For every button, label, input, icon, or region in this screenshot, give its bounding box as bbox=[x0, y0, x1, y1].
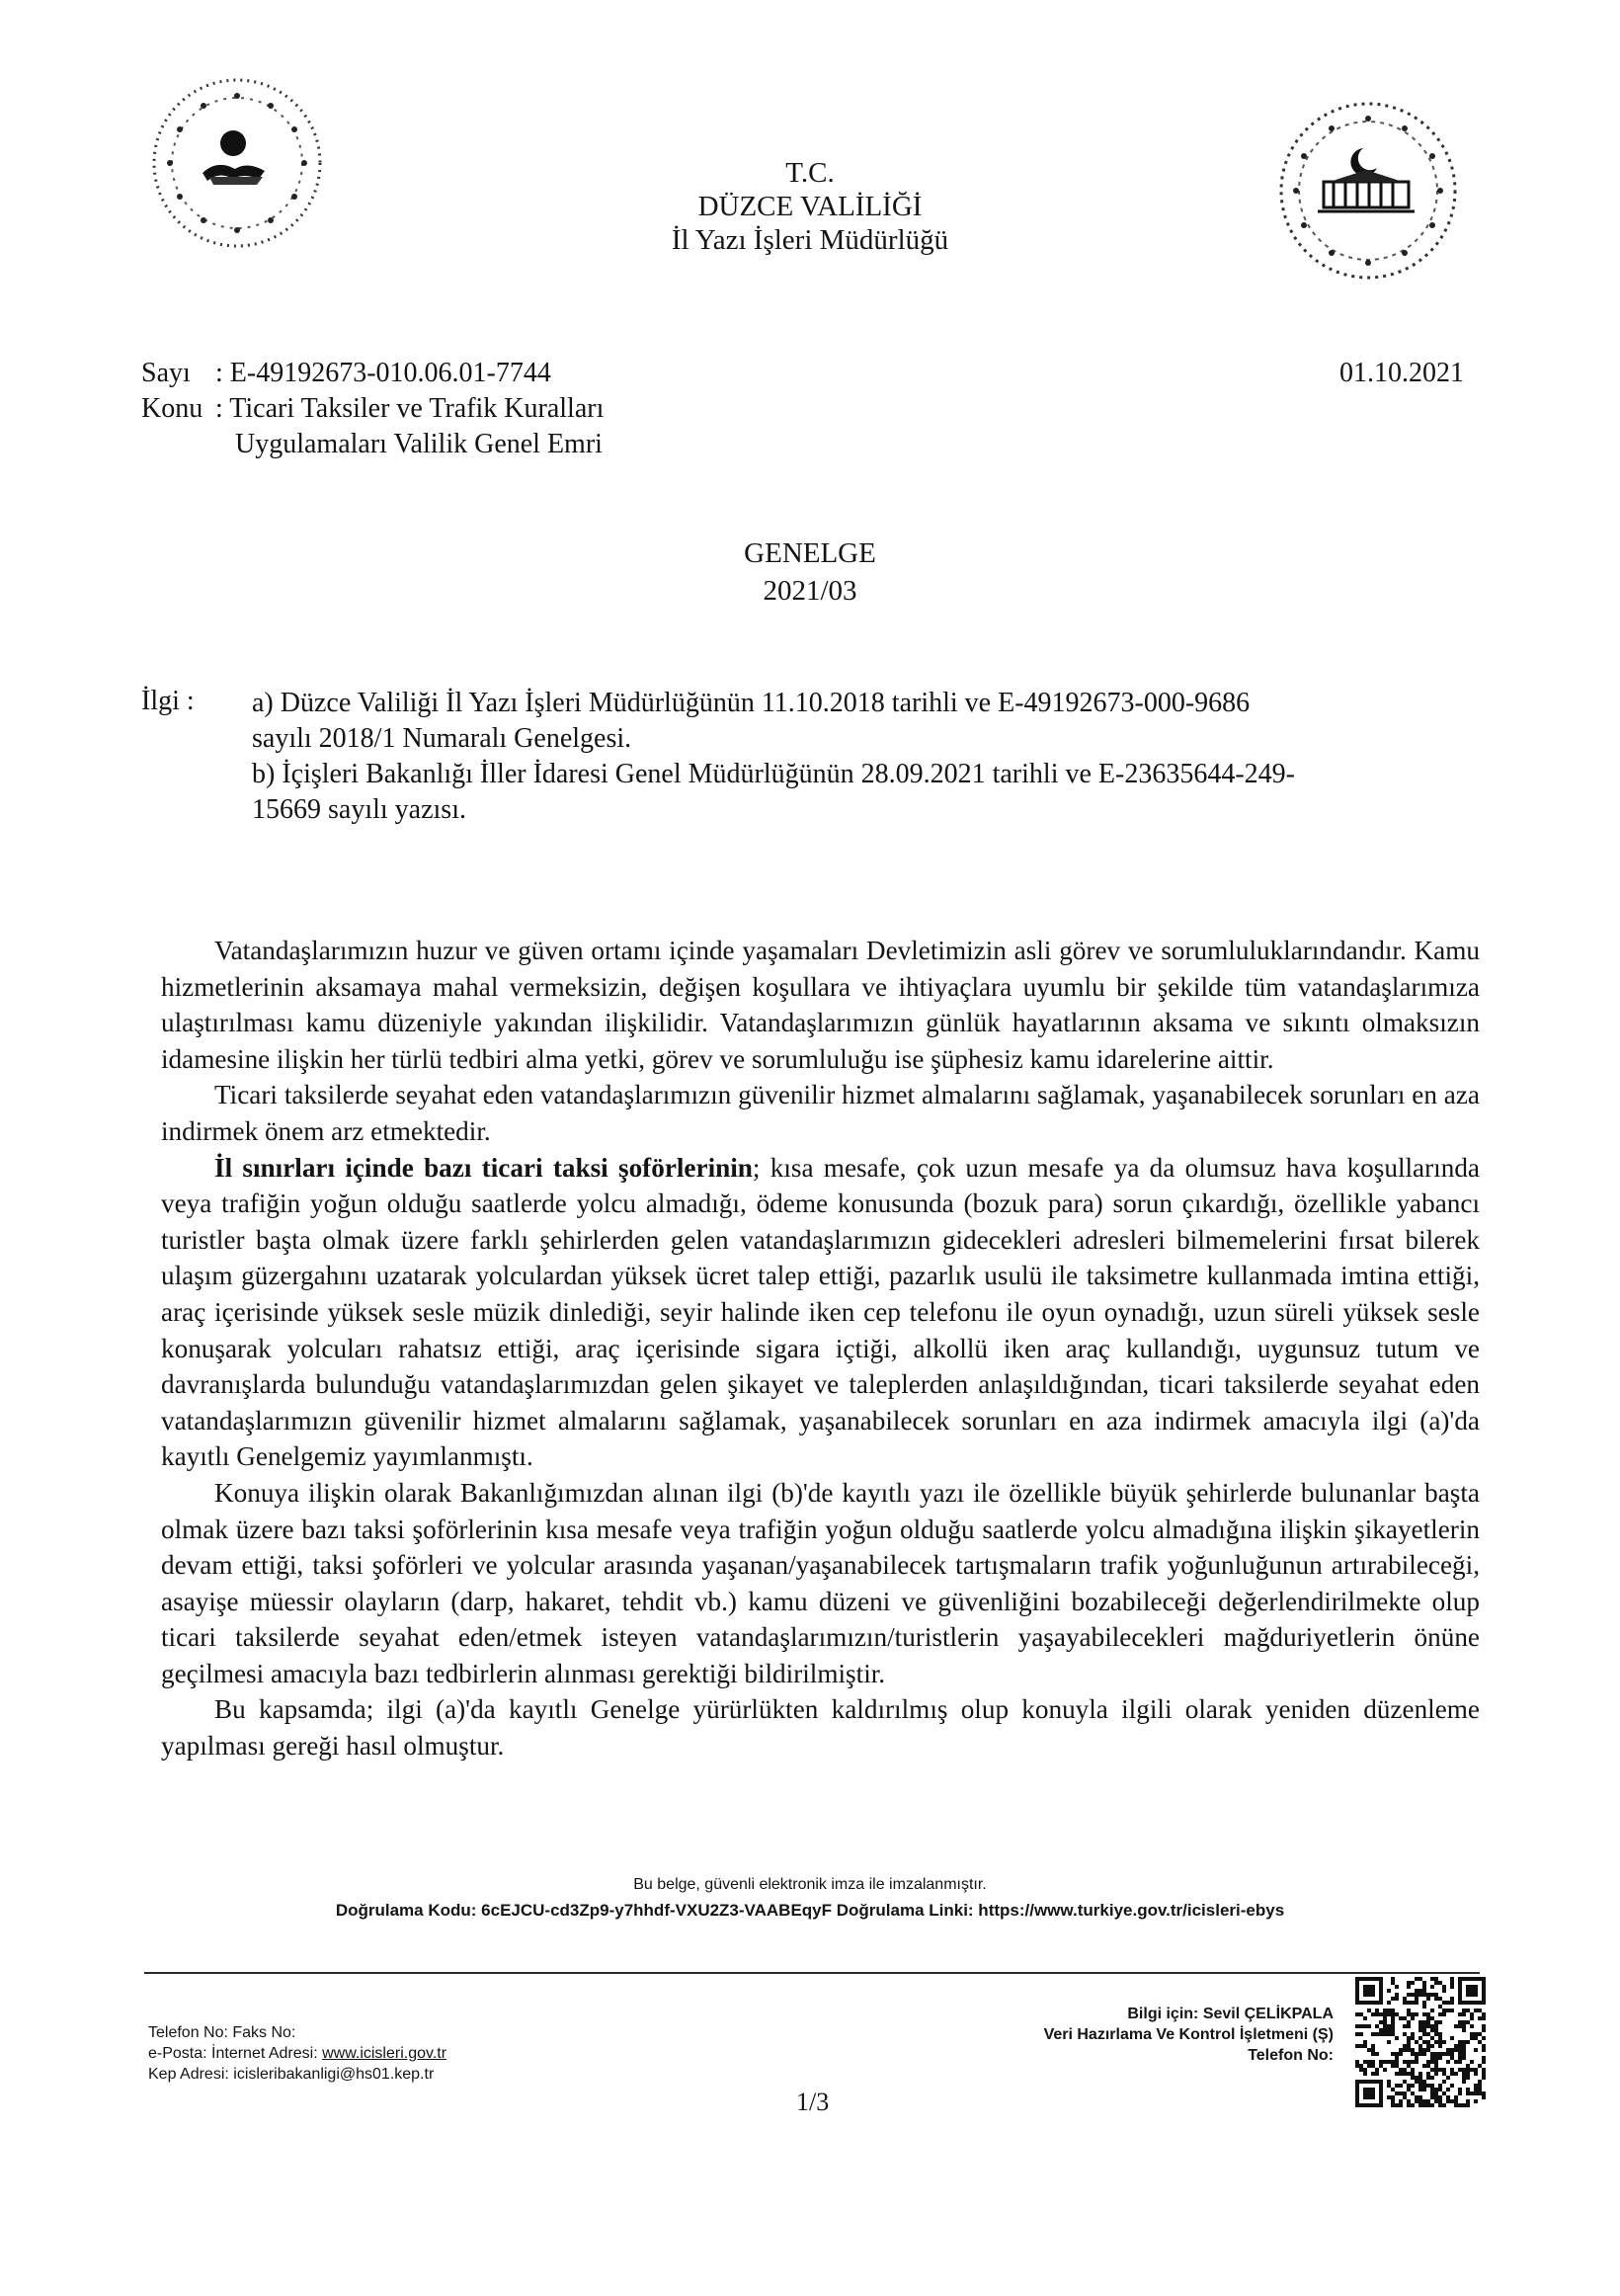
emphasis-text: İl sınırları içinde bazı ticari taksi şoförlerinin bbox=[214, 1152, 753, 1183]
ilgi-label: İlgi : bbox=[141, 686, 195, 716]
footer-email-label: e-Posta: İnternet Adresi: bbox=[148, 2045, 323, 2062]
ilgi-item-b: b) İçişleri Bakanlığı İller İdaresi Genel Müdürlüğünün 28.09.2021 tarihli ve E-23635644-249-15669 sayılı yazısı. bbox=[252, 759, 1295, 825]
info-contact-person: Bilgi için: Sevil ÇELİKPALA bbox=[1127, 2006, 1334, 2022]
website-link[interactable]: www.icisleri.gov.tr bbox=[322, 2045, 447, 2062]
document-date: 01.10.2021 bbox=[1339, 358, 1464, 388]
page-number: 1/3 bbox=[796, 2088, 830, 2116]
sayi-label: Sayı bbox=[141, 358, 191, 388]
body-paragraph-1: Vatandaşlarımızın huzur ve güven ortamı içinde yaşamaları Devletimizin asli görev ve sorumluluklarındandır. Kamu hizmetlerinin aksamaya mahal vermeksizin, değişen koşullara ve ihtiyaçlara uyumlu bir şekilde tüm vatandaşlarımıza ulaştırılması kamu düzeniyle yakından ilişkilidir. Vatandaşlarımızın günlük hayatlarının aksama ve sıkıntı olmaksızın idamesine ilişkin her türlü tedbiri alma yetki, görev ve sorumluluğu ise şüphesiz kamu idarelerine aittir. bbox=[161, 936, 1480, 1074]
verification-line: Doğrulama Kodu: 6cEJCU-cd3Zp9-y7hhdf-VXU2Z3-VAABEqyF Doğrulama Linki: https://www.turkiye.gov.tr/icisleri-ebys bbox=[335, 1901, 1285, 1920]
header-tc: T.C. bbox=[785, 157, 835, 189]
document-title: GENELGE bbox=[744, 537, 876, 569]
konu-value-cont: Uygulamaları Valilik Genel Emri bbox=[235, 429, 603, 459]
info-phone: Telefon No: bbox=[1248, 2047, 1334, 2064]
konu-value: : Ticari Taksiler ve Trafik Kuralları bbox=[215, 393, 605, 424]
ilgi-item-a: a) Düzce Valiliği İl Yazı İşleri Müdürlüğünün 11.10.2018 tarihli ve E-49192673-000-9686 sayılı 2018/1 Numaralı Genelgesi. bbox=[252, 688, 1251, 754]
sayi-value: : E-49192673-010.06.01-7744 bbox=[215, 358, 551, 388]
footer-divider bbox=[144, 1972, 1480, 1974]
header-institution: DÜZCE VALİLİĞİ bbox=[697, 191, 923, 222]
qr-code bbox=[1355, 1977, 1486, 2107]
footer-contact bbox=[148, 2022, 446, 2085]
footer-kep: Kep Adresi: icisleribakanligi@hs01.kep.tr bbox=[148, 2066, 435, 2083]
footer-info bbox=[968, 2004, 1334, 2066]
header-department: İl Yazı İşleri Müdürlüğü bbox=[671, 224, 949, 256]
konu-label: Konu bbox=[141, 393, 203, 424]
body-paragraph-5: Bu kapsamda; ilgi (a)'da kayıtlı Genelge yürürlükten kaldırılmış olup konuyla ilgili olarak yeniden düzenleme yapılması gereği hasıl olmuştur. bbox=[161, 1694, 1480, 1762]
body-paragraph-3-text: ; kısa mesafe, çok uzun mesafe ya da olumsuz hava koşullarında veya trafiğin yoğun olduğu saatlerde yolcu almadığı, ödeme konusunda (bozuk para) sorun çıkardığı, özellikle yabancı turistler başta olmak üzere farklı şehirlerden gelen vatandaşlarımızın gidecekleri adresleri bilmemelerini fırsat bilerek ulaşım güzergahını uzatarak yolculardan yüksek ücret talep ettiği, pazarlık usulü ile taksimetre kullanmada imtina ettiği, araç içerisinde yüksek sesle müzik dinlediği, seyir halinde iken cep telefonu ile oyun oynadığı, uzun süreli yüksek sesle konuşarak yolcuları rahatsız ettiği, araç içerisinde sigara içtiği, alkollü iken araç kullandığı, uygunsuz tutum ve davranışlarda bulunduğu vatandaşlarımızdan gelen şikayet ve taleplerden anlaşıldığından, ticari taksilerde seyahat eden vatandaşlarımızın güvenilir hizmet almalarını sağlamak, yaşanabilecek sorunları en aza indirmek amacıyla ilgi (a)'da kayıtlı Genelgemiz yayımlanmıştı. bbox=[161, 1152, 1480, 1472]
body-paragraph-4: Konuya ilişkin olarak Bakanlığımızdan alınan ilgi (b)'de kayıtlı yazı ile özellikle büyük şehirlerde bulunanlar başta olmak üzere bazı taksi şoförlerinin kısa mesafe veya trafiğin yoğun olduğu saatlerde yolcu almadığına ilişkin şikayetlerin devam ettiği, taksi şoförleri ve yolcular arasında yaşanan/yaşanabilecek tartışmaların trafik yoğunluğunun artırabileceği, asayişe müessir olayların (darp, hakaret, tehdit vb.) kamu düzeni ve güvenliğini bozabileceği değerlendirilmekte olup ticari taksilerde seyahat eden/etmek isteyen vatandaşlarımızın/turistlerin yaşayabilecekleri mağduriyetlerin önüne geçilmesi amacıyla bazı tedbirlerin alınması gerektiği bildirilmiştir. bbox=[161, 1477, 1480, 1688]
footer-email-web bbox=[148, 2043, 446, 2064]
document-number: 2021/03 bbox=[763, 575, 857, 607]
info-role: Veri Hazırlama Ve Kontrol İşletmeni (Ş) bbox=[1043, 2026, 1334, 2043]
footer-phone-fax: Telefon No: Faks No: bbox=[148, 2024, 296, 2041]
body-paragraph-3 bbox=[161, 1150, 1480, 1475]
body-paragraph-2: Ticari taksilerde seyahat eden vatandaşlarımızın güvenilir hizmet almalarını sağlamak, yaşanabilecek sorunları en aza indirmek önem arz etmektedir. bbox=[161, 1080, 1480, 1146]
e-signature-note: Bu belge, güvenli elektronik imza ile imzalanmıştır. bbox=[633, 1876, 987, 1893]
ilgi-list bbox=[252, 686, 1299, 828]
document-body bbox=[161, 933, 1480, 1764]
